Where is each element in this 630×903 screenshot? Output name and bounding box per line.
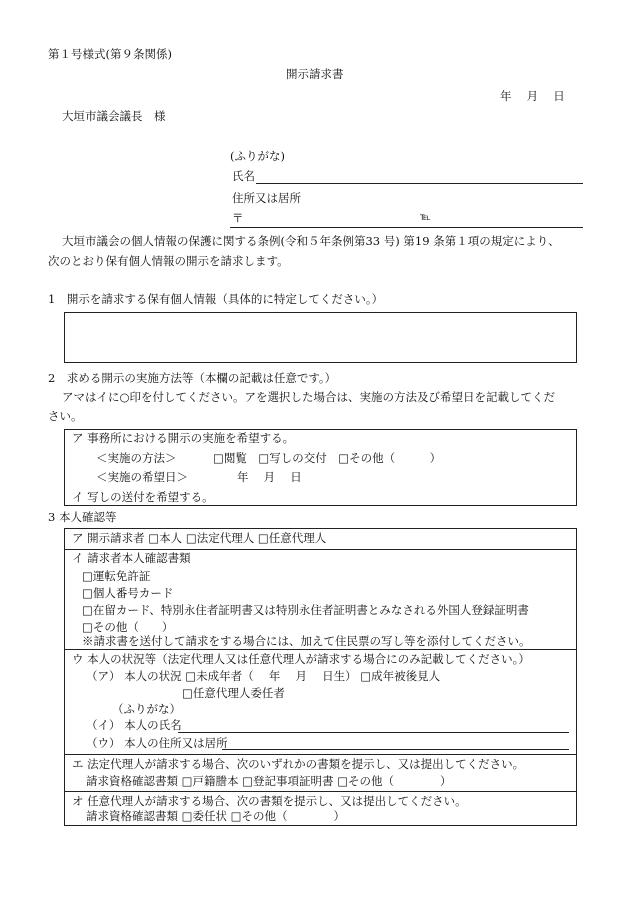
form-number: 第１号様式(第９条関係) [48,47,172,61]
id-docs-heading: イ 請求者本人確認書類 [72,551,191,565]
legal-rep-docs[interactable]: 請求資格確認書類 □戸籍謄本 □登記事項証明書 □その他（ ） [86,774,452,788]
address-label: 住所又は居所 [232,191,301,205]
preferred-date-label: ＜実施の希望日＞ [96,470,188,484]
id-doc-license[interactable]: □運転免許証 [82,569,151,583]
principal-status-row-2[interactable]: □任意代理人委任者 [182,686,285,700]
principal-address-label: （ウ） 本人の住所又は居所 [86,736,228,750]
addressee: 大垣市議会議長 様 [62,109,166,123]
id-docs-note: ※請求書を送付して請求をする場合には、加えて住民票の写し等を添付してください。 [82,634,531,648]
principal-name-label: （イ） 本人の氏名 [86,718,182,732]
preferred-date-value[interactable]: 年 月 日 [237,470,302,484]
furigana-label: (ふりがな) [230,149,285,163]
voluntary-rep-docs[interactable]: 請求資格確認書類 □委任状 □その他（ ） [86,809,346,823]
legal-rep-heading: エ 法定代理人が請求する場合、次のいずれかの書類を提示し、又は提出してください。 [72,757,525,771]
option-i-label[interactable]: イ 写しの送付を希望する。 [72,490,214,504]
id-doc-residence-card[interactable]: □在留カード、特別永住者証明書又は特別永住者証明書とみなされる外国人登録証明書 [82,603,529,617]
row-divider [64,754,577,755]
row-divider [64,649,577,650]
personal-info-input-box[interactable] [64,312,577,363]
row-divider [64,791,577,792]
id-doc-other[interactable]: □その他（ ） [82,620,174,634]
section-3-heading: 3 本人確認等 [48,510,117,524]
section-1-heading: 1 開示を請求する保有個人情報（具体的に特定してください。） [48,292,384,306]
row-divider [64,549,577,550]
name-label: 氏名 [232,169,255,183]
section-2-note-1: アマはイに○印を付してください。アを選択した場合は、実施の方法及び希望日を記載してくだ [62,390,556,404]
page-title: 開示請求書 [286,67,344,81]
section-2-note-2: さい。 [48,409,83,423]
option-a-label[interactable]: ア 事務所における開示の実施を希望する。 [72,431,295,445]
principal-furigana-label: （ふりがな） [112,702,181,716]
address-field[interactable] [230,227,583,228]
section-2-heading: 2 求める開示の実施方法等（本欄の記載は任意です。） [48,371,337,385]
intro-line-1: 大垣市議会の個人情報の保護に関する条例(令和５年条例第33 号) 第19 条第１項の規定により、 [62,234,560,248]
principal-status-row[interactable]: （ア） 本人の状況 □未成年者（ 年 月 日生） □成年被後見人 [86,669,441,683]
date-field[interactable]: 年 月 日 [500,89,565,103]
voluntary-rep-heading: オ 任意代理人が請求する場合、次の書類を提示し、又は提出してください。 [72,794,467,808]
principal-name-field[interactable] [178,732,569,733]
principal-address-field[interactable] [222,749,569,750]
postal-mark: 〒 [232,211,244,225]
name-field[interactable] [256,183,583,184]
method-options[interactable]: □閲覧 □写しの交付 □その他（ ） [213,451,442,465]
method-label: ＜実施の方法＞ [96,451,177,465]
requester-type-row[interactable]: ア 開示請求者 □本人 □法定代理人 □任意代理人 [72,531,327,545]
id-doc-mynumber[interactable]: □個人番号カード [82,586,174,600]
tel-mark: ℡ [420,212,431,223]
principal-status-heading: ウ 本人の状況等（法定代理人又は任意代理人が請求する場合にのみ記載してください。） [72,652,530,666]
intro-line-2: 次のとおり保有個人情報の開示を請求します。 [48,254,289,268]
